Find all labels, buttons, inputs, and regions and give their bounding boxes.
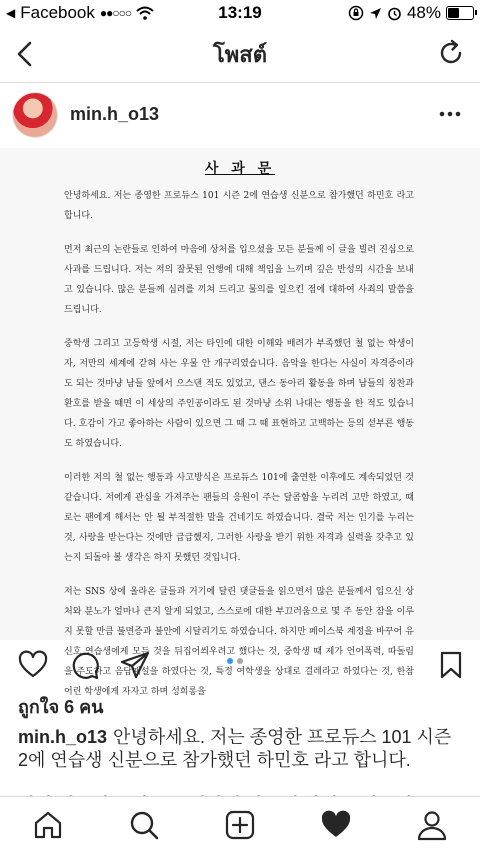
status-left xyxy=(6,3,154,23)
bookmark-icon[interactable] xyxy=(436,650,466,680)
battery-fill xyxy=(448,8,459,18)
document-paragraph: 저는 SNS 상에 올라온 글들과 거기에 달린 댓글들을 읽으면서 많은 분들께서 입으신 상처와 분노가 얼마나 큰지 알게 되었고, 스스로에 대한 부끄러움으로 몇 주 동안 잠을 이루지 못할 만큼 불면증과 불안에 시달리기도 하였습니다. 하지만 페이스북 계정을 바꾸어 유신호 연습생에게 모든 것을 뒤집어씌우려고 했다는 것, 중학생 때 제가 언어폭력, 따돌림을 주도하고 음담패설을 하였다는 것, 특정 여학생을 상대로 걸레라고 하였다는 것, 한참 어린 학생에게 자자고 하며 성희롱을 xyxy=(64,587,414,697)
chevron-left-icon[interactable] xyxy=(12,40,40,68)
rotation-lock-icon xyxy=(348,5,364,21)
add-post-icon[interactable] xyxy=(224,809,256,841)
signal-strength-icon: ●●○○○ xyxy=(99,6,132,20)
navigation-bar xyxy=(0,26,480,83)
refresh-icon[interactable] xyxy=(436,38,466,68)
post-image[interactable] xyxy=(0,148,480,697)
activity-heart-icon[interactable] xyxy=(320,809,352,841)
post-actions xyxy=(0,644,480,684)
post-caption xyxy=(18,726,458,772)
alarm-icon xyxy=(387,6,402,21)
carousel-indicator xyxy=(227,658,243,664)
wifi-icon xyxy=(136,6,154,20)
battery-icon xyxy=(446,6,474,20)
status-right xyxy=(348,3,474,23)
likes-count[interactable]: ถูกใจ 6 คน xyxy=(18,697,104,717)
post-header xyxy=(0,92,480,140)
document-paragraph: 이러한 저의 철 없는 행동과 사고방식은 프로듀스 101에 출연한 이후에도 계속되었던 것 같습니다. 저에게 관심을 가져주는 팬들의 응원이 주는 달콤함을 누리려 고만 하였고, 때로는 팬에게 해서는 안 될 부적절한 말을 건네기도 하였습니다. 결국 저는 인기를 누리는 것, 사랑을 받는다는 것에만 급급했지, 그러한 사랑을 받기 위한 자격과 실력을 갖추고 있는지 되돌아 볼 생각은 하지 못했던 것입니다. xyxy=(64,473,414,563)
status-bar xyxy=(0,0,480,26)
comment-icon[interactable] xyxy=(70,650,100,680)
document-paragraph: 안녕하세요. 저는 종영한 프로듀스 101 시즌 2에 연습생 신분으로 참가했던 하민호 라고 합니다. xyxy=(64,191,414,221)
carousel-dot xyxy=(237,658,243,664)
back-to-app-icon[interactable]: ◀ xyxy=(6,6,16,20)
caption-username[interactable]: min.h_o13 xyxy=(18,727,108,747)
carrier-label[interactable]: Facebook xyxy=(20,3,95,22)
location-icon xyxy=(369,7,382,20)
post-username[interactable]: min.h_o13 xyxy=(70,104,160,124)
heart-icon[interactable] xyxy=(18,650,48,680)
more-icon[interactable] xyxy=(438,104,462,124)
document-body xyxy=(64,186,414,716)
caption-text: 안녕하세요. 저는 종영한 프로듀스 101 시즌 2에 연습생 신분으로 참가했던 하민호 라고 합니다. xyxy=(18,727,452,770)
page-title: โพสต์ xyxy=(212,41,268,67)
document-paragraph: 먼저 최근의 논란들로 인하여 마음에 상처를 입으셨을 모든 분들께 이 글을 빌려 진심으로 사과를 드립니다. 저는 저의 잘못된 언행에 대해 책임을 느끼며 깊은 반성의 시간을 보내고 있습니다. 많은 분들께 심려를 끼쳐 드리고 물의를 일으킨 점에 대하여 사죄의 말씀을 드립니다. xyxy=(64,245,414,315)
carousel-dot-active xyxy=(227,658,233,664)
home-icon[interactable] xyxy=(32,809,64,841)
avatar[interactable] xyxy=(12,92,58,138)
battery-percent: 48% xyxy=(406,3,441,22)
document-paragraph: 중학생 그리고 고등학생 시절, 저는 타인에 대한 이해와 배려가 부족했던 철 없는 학생이자, 저만의 세계에 갇혀 사는 우물 안 개구리였습니다. 음악을 한다는 사실이 자격증이라도 되는 것마냥 남들 앞에서 으스댄 적도 있었고, 댄스 동아리 활동을 하며 남들의 칭찬과 환호를 받을 때면 이 세상의 주인공이라도 된 것마냥 소위 나대는 행동을 한 적도 있습니다. 호감이 가고 좋아하는 사람이 있으면 그 때 그 때 표현하고 고백하는 등의 섣부른 행동도 하였습니다. xyxy=(64,339,414,449)
profile-icon[interactable] xyxy=(416,809,448,841)
document-title: 사 과 문 xyxy=(204,161,276,177)
send-icon[interactable] xyxy=(120,650,150,680)
tab-bar xyxy=(0,796,480,854)
status-time: 13:19 xyxy=(218,3,262,22)
search-icon[interactable] xyxy=(128,809,160,841)
